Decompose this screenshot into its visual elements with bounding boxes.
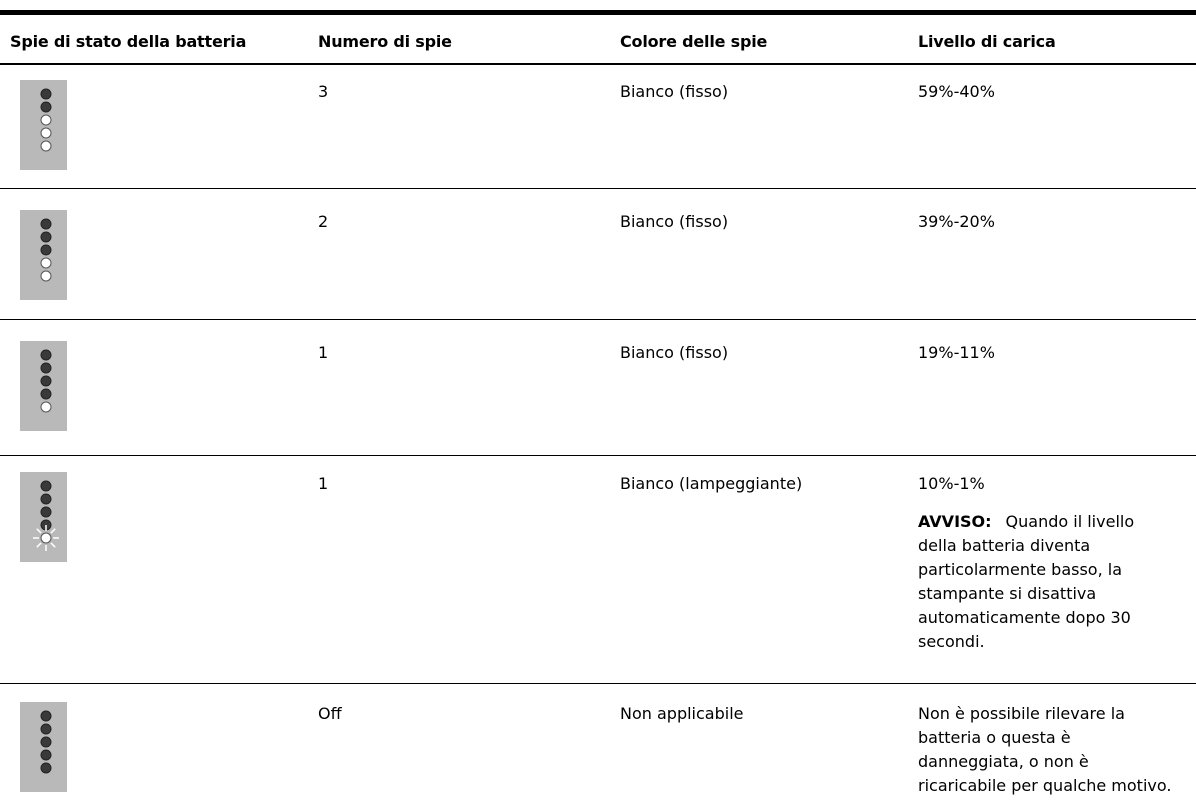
battery-led-graphic (20, 80, 67, 170)
header-rule (0, 63, 1196, 65)
row-2-color: Bianco (fisso) (620, 212, 729, 231)
row-3-level: 19%-11% (918, 343, 995, 362)
led-off (41, 737, 51, 747)
led-off (41, 724, 51, 734)
row-3-color: Bianco (fisso) (620, 343, 729, 362)
led-on (41, 402, 51, 412)
row-2-count: 2 (318, 212, 329, 231)
top-rule (0, 10, 1196, 15)
battery-led-graphic (20, 341, 67, 431)
led-off (41, 763, 51, 773)
warning-line-3: particolarmente basso, la (918, 560, 1123, 579)
warning-label: AVVISO: (918, 512, 992, 531)
warning-text-1: Quando il livello (1005, 512, 1135, 531)
led-off (41, 376, 51, 386)
led-off (41, 481, 51, 491)
led-off (41, 494, 51, 504)
row-5-level (918, 702, 1196, 798)
level-line-1: Non è possibile rilevare la (918, 704, 1125, 723)
battery-led-graphic (20, 210, 67, 300)
row-divider (0, 319, 1196, 320)
row-divider (0, 188, 1196, 189)
led-off (41, 363, 51, 373)
led-off (41, 507, 51, 517)
led-off (41, 245, 51, 255)
row-divider (0, 683, 1196, 684)
warning-line-4: stampante si disattiva (918, 584, 1097, 603)
warning-line-2: della batteria diventa (918, 536, 1091, 555)
led-off (41, 102, 51, 112)
header-status-leds: Spie di stato della batteria (10, 32, 247, 51)
led-off (41, 89, 51, 99)
level-line-3: danneggiata, o non è (918, 752, 1089, 771)
led-on (41, 533, 51, 543)
level-line-4: ricaricabile per qualche motivo. (918, 776, 1172, 795)
battery-led-2-white-icon (20, 210, 67, 300)
led-off (41, 350, 51, 360)
warning-line-1 (918, 510, 1196, 534)
header-charge-level: Livello di carica (918, 32, 1056, 51)
led-off (41, 219, 51, 229)
led-off (41, 389, 51, 399)
battery-led-1-blink-icon (20, 472, 67, 562)
warning-line-6: secondi. (918, 632, 985, 651)
battery-led-graphic (20, 702, 67, 792)
blink-ray (51, 543, 55, 547)
header-led-color: Colore delle spie (620, 32, 768, 51)
led-on (41, 141, 51, 151)
battery-led-3-white-icon (20, 80, 67, 170)
row-4-count: 1 (318, 474, 329, 493)
led-on (41, 258, 51, 268)
led-off (41, 711, 51, 721)
row-5-color: Non applicabile (620, 704, 744, 723)
row-1-color: Bianco (fisso) (620, 82, 729, 101)
blink-ray (51, 529, 55, 533)
row-4-level: 10%-1% (918, 474, 985, 493)
blink-ray (37, 543, 41, 547)
led-off (41, 750, 51, 760)
row-divider (0, 455, 1196, 456)
battery-led-1-white-icon (20, 341, 67, 431)
level-line-2: batteria o questa è (918, 728, 1071, 747)
led-on (41, 271, 51, 281)
led-on (41, 128, 51, 138)
battery-led-off-icon (20, 702, 67, 792)
warning-line-5: automaticamente dopo 30 (918, 608, 1131, 627)
row-5-count: Off (318, 704, 342, 723)
led-off (41, 232, 51, 242)
header-led-count: Numero di spie (318, 32, 452, 51)
row-1-level: 59%-40% (918, 82, 995, 101)
row-4-color: Bianco (lampeggiante) (620, 474, 803, 493)
row-3-count: 1 (318, 343, 329, 362)
blink-ray (37, 529, 41, 533)
row-2-level: 39%-20% (918, 212, 995, 231)
battery-led-graphic (20, 472, 67, 562)
row-4-warning-note (918, 510, 1196, 654)
led-on (41, 115, 51, 125)
row-1-count: 3 (318, 82, 329, 101)
